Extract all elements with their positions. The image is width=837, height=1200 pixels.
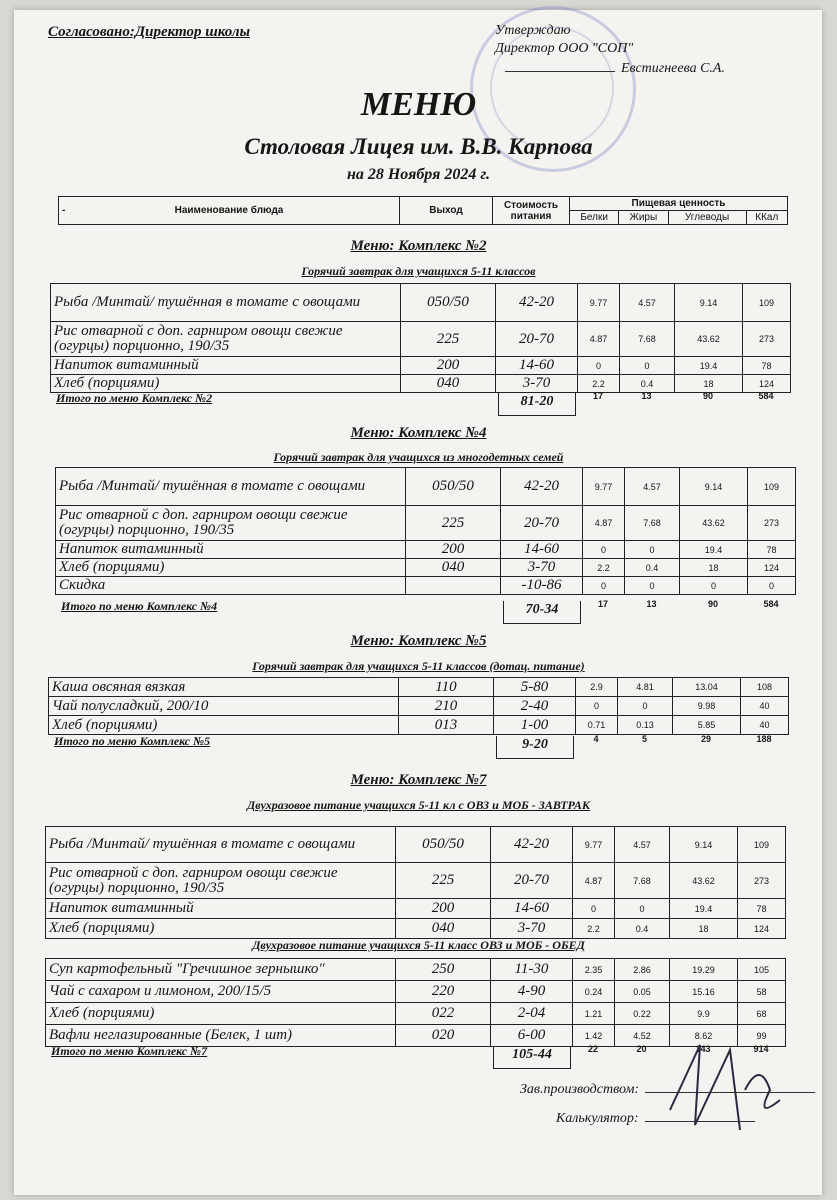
dish-name: Скидка — [56, 577, 406, 595]
dish-fat: 7.68 — [615, 863, 670, 899]
dish-fat: 4.57 — [615, 827, 670, 863]
dish-fat: 7.68 — [620, 322, 675, 357]
dish-output: 050/50 — [396, 827, 491, 863]
dish-output: 220 — [396, 981, 491, 1003]
dish-carbs: 19.29 — [670, 959, 738, 981]
dish-fat: 4.57 — [620, 284, 675, 322]
total-fat: 5 — [641, 734, 647, 744]
dish-name: Рыба /Минтай/ тушённая в томате с овощами — [51, 284, 401, 322]
dish-cost: 20-70 — [491, 863, 573, 899]
dish-output — [406, 577, 501, 595]
dish-name: Рис отварной с доп. гарниром овощи свежие (огурцы) порционно, 190/35 — [56, 506, 406, 541]
dish-carbs: 9.14 — [670, 827, 738, 863]
complex-subtitle: Горячий завтрак для учащихся 5-11 классов (дотац. питание) — [252, 659, 585, 673]
dish-kcal: 124 — [748, 559, 796, 577]
complex-title: Меню: Комплекс №2 — [350, 238, 487, 254]
total-protein: 22 — [587, 1044, 598, 1054]
complex-title: Меню: Комплекс №7 — [350, 772, 487, 788]
dish-cost: 2-40 — [494, 697, 576, 716]
dish-cost: 42-20 — [496, 284, 578, 322]
dish-name: Хлеб (порциями) — [56, 559, 406, 577]
dish-kcal: 108 — [741, 678, 789, 697]
dish-row — [51, 322, 791, 357]
dish-cost: 5-80 — [494, 678, 576, 697]
dish-protein: 0.24 — [573, 981, 615, 1003]
dish-cost: 14-60 — [496, 357, 578, 375]
dish-protein: 0 — [583, 541, 625, 559]
dish-output: 050/50 — [401, 284, 496, 322]
dish-carbs: 15.16 — [670, 981, 738, 1003]
dish-output: 200 — [406, 541, 501, 559]
dish-fat: 0 — [615, 899, 670, 919]
dish-kcal: 99 — [738, 1025, 786, 1047]
dish-kcal: 124 — [738, 919, 786, 939]
dish-kcal: 58 — [738, 981, 786, 1003]
col-cost-header: Стоимость питания — [493, 197, 570, 225]
dish-fat: 0 — [618, 697, 673, 716]
dish-row — [56, 577, 796, 595]
complex-title: Меню: Комплекс №4 — [350, 425, 487, 441]
dish-cost: 20-70 — [501, 506, 583, 541]
dish-cost: 14-60 — [491, 899, 573, 919]
dish-fat: 0.05 — [615, 981, 670, 1003]
dish-fat: 7.68 — [625, 506, 680, 541]
dish-carbs: 43.62 — [675, 322, 743, 357]
dish-row — [46, 959, 786, 981]
col-output-header: Выход — [400, 197, 493, 225]
dish-protein: 9.77 — [578, 284, 620, 322]
dish-protein: 0 — [573, 899, 615, 919]
column-header-table — [58, 196, 788, 225]
dish-row — [56, 506, 796, 541]
dish-name: Хлеб (порциями) — [46, 1003, 396, 1025]
approval-block — [495, 22, 725, 78]
dish-carbs: 18 — [670, 919, 738, 939]
dish-output: 050/50 — [406, 468, 501, 506]
dish-fat: 0 — [625, 577, 680, 595]
dish-kcal: 273 — [748, 506, 796, 541]
dish-cost: 4-90 — [491, 981, 573, 1003]
complex-subtitle-lunch: Двухразовое питание учащихся 5-11 класс ОВЗ и МОБ - ОБЕД — [252, 938, 585, 952]
director-name: Евстигнеева С.А. — [621, 61, 725, 76]
dish-name: Хлеб (порциями) — [51, 375, 401, 393]
dish-carbs: 19.4 — [670, 899, 738, 919]
dish-name: Напиток витаминный — [56, 541, 406, 559]
dish-output: 040 — [406, 559, 501, 577]
dish-name: Хлеб (порциями) — [46, 919, 396, 939]
dish-protein: 2.9 — [576, 678, 618, 697]
dish-name: Чай с сахаром и лимоном, 200/15/5 — [46, 981, 396, 1003]
dish-fat: 0.13 — [618, 716, 673, 735]
dish-kcal: 68 — [738, 1003, 786, 1025]
dish-carbs: 19.4 — [675, 357, 743, 375]
dish-protein: 1.42 — [573, 1025, 615, 1047]
dish-name: Рыба /Минтай/ тушённая в томате с овощами — [56, 468, 406, 506]
total-cost: 81-20 — [498, 393, 576, 416]
agreed-label: Согласовано:Директор школы — [48, 24, 250, 40]
dish-cost: 3-70 — [496, 375, 578, 393]
dish-protein: 2.2 — [583, 559, 625, 577]
total-protein: 17 — [597, 599, 608, 609]
dish-row — [51, 375, 791, 393]
dish-cost: 3-70 — [491, 919, 573, 939]
col-kcal-header: ККал — [746, 211, 787, 225]
total-kcal: 914 — [753, 1044, 769, 1054]
dish-protein: 4.87 — [573, 863, 615, 899]
total-fat: 13 — [641, 391, 652, 401]
dish-protein: 0 — [576, 697, 618, 716]
dish-row — [46, 1003, 786, 1025]
dish-kcal: 124 — [743, 375, 791, 393]
dish-fat: 0 — [620, 357, 675, 375]
dish-output: 250 — [396, 959, 491, 981]
dish-name: Чай полусладкий, 200/10 — [49, 697, 399, 716]
total-protein: 4 — [593, 734, 599, 744]
dish-carbs: 9.14 — [675, 284, 743, 322]
calculator-label: Калькулятор: — [556, 1111, 639, 1126]
dish-name: Каша овсяная вязкая — [49, 678, 399, 697]
dish-protein: 4.87 — [583, 506, 625, 541]
dish-carbs: 13.04 — [673, 678, 741, 697]
dish-output: 110 — [399, 678, 494, 697]
dish-protein: 0 — [583, 577, 625, 595]
dish-protein: 0.71 — [576, 716, 618, 735]
dish-fat: 0 — [625, 541, 680, 559]
col-nutrition-header: Пищевая ценность — [570, 197, 788, 211]
dish-fat: 0.22 — [615, 1003, 670, 1025]
dish-carbs: 18 — [680, 559, 748, 577]
total-label: Итого по меню Комплекс №5 — [54, 734, 211, 748]
dish-cost: 3-70 — [501, 559, 583, 577]
col-protein-header: Белки — [570, 211, 619, 225]
dish-name: Вафли неглазированные (Белек, 1 шт) — [46, 1025, 396, 1047]
dish-kcal: 109 — [748, 468, 796, 506]
dish-name: Рыба /Минтай/ тушённая в томате с овощами — [46, 827, 396, 863]
dish-row — [46, 981, 786, 1003]
dish-kcal: 109 — [743, 284, 791, 322]
production-label: Зав.производством: — [520, 1082, 640, 1097]
dish-output: 200 — [396, 899, 491, 919]
dish-row — [51, 357, 791, 375]
dish-name: Хлеб (порциями) — [49, 716, 399, 735]
col-name-label: Наименование блюда — [174, 205, 284, 216]
dish-carbs: 18 — [675, 375, 743, 393]
dish-output: 040 — [401, 375, 496, 393]
complex-subtitle: Двухразовое питание учащихся 5-11 кл с ОВЗ и МОБ - ЗАВТРАК — [247, 798, 590, 812]
dish-output: 225 — [401, 322, 496, 357]
dish-fat: 4.57 — [625, 468, 680, 506]
total-label: Итого по меню Комплекс №2 — [56, 391, 213, 405]
dish-name: Рис отварной с доп. гарниром овощи свежие (огурцы) порционно, 190/35 — [46, 863, 396, 899]
dish-kcal: 273 — [738, 863, 786, 899]
dish-name: Напиток витаминный — [46, 899, 396, 919]
dish-name: Суп картофельный "Гречишное зернышко" — [46, 959, 396, 981]
dish-output: 020 — [396, 1025, 491, 1047]
dish-row — [49, 716, 789, 735]
dish-kcal: 0 — [748, 577, 796, 595]
dish-row — [46, 827, 786, 863]
dish-protein: 1.21 — [573, 1003, 615, 1025]
dish-cost: 11-30 — [491, 959, 573, 981]
dish-table — [48, 677, 789, 735]
col-name-header — [59, 197, 400, 225]
signature-scribble — [660, 1030, 790, 1140]
dish-output: 225 — [396, 863, 491, 899]
total-cost: 105-44 — [493, 1046, 571, 1069]
total-carbs: 90 — [702, 391, 713, 401]
total-label: Итого по меню Комплекс №7 — [51, 1044, 208, 1058]
dish-table — [50, 283, 791, 393]
dish-fat: 0.4 — [625, 559, 680, 577]
dish-kcal: 273 — [743, 322, 791, 357]
dish-kcal: 78 — [738, 899, 786, 919]
dish-carbs: 43.62 — [670, 863, 738, 899]
total-protein: 17 — [592, 391, 603, 401]
dish-carbs: 43.62 — [680, 506, 748, 541]
dish-kcal: 40 — [741, 697, 789, 716]
dish-name: Напиток витаминный — [51, 357, 401, 375]
total-cost: 70-34 — [503, 601, 581, 624]
total-carbs: 90 — [707, 599, 718, 609]
dish-row — [56, 559, 796, 577]
dish-row — [56, 468, 796, 506]
dish-output: 210 — [399, 697, 494, 716]
dish-row — [56, 541, 796, 559]
dish-kcal: 78 — [748, 541, 796, 559]
dish-protein: 2.35 — [573, 959, 615, 981]
dish-cost: 2-04 — [491, 1003, 573, 1025]
menu-date: на 28 Ноября 2024 г. — [346, 166, 491, 183]
complex-title: Меню: Комплекс №5 — [350, 633, 487, 649]
total-fat: 20 — [636, 1044, 647, 1054]
dish-kcal: 105 — [738, 959, 786, 981]
dish-carbs: 9.98 — [673, 697, 741, 716]
dish-kcal: 40 — [741, 716, 789, 735]
dish-cost: -10-86 — [501, 577, 583, 595]
dish-carbs: 19.4 — [680, 541, 748, 559]
dish-cost: 42-20 — [491, 827, 573, 863]
director-label: Директор ООО "СОП" — [495, 41, 634, 56]
dish-row — [46, 863, 786, 899]
dish-fat: 2.86 — [615, 959, 670, 981]
dish-row — [49, 697, 789, 716]
dish-output: 040 — [396, 919, 491, 939]
dish-kcal: 78 — [743, 357, 791, 375]
total-carbs: 143 — [695, 1044, 711, 1054]
dish-cost: 1-00 — [494, 716, 576, 735]
dish-protein: 9.77 — [583, 468, 625, 506]
dish-output: 225 — [406, 506, 501, 541]
dish-row — [49, 678, 789, 697]
dish-cost: 14-60 — [501, 541, 583, 559]
dish-fat: 4.52 — [615, 1025, 670, 1047]
complex-subtitle: Горячий завтрак для учащихся 5-11 классов — [301, 264, 536, 278]
header-dash: - — [62, 205, 66, 216]
dish-fat: 0.4 — [620, 375, 675, 393]
dish-protein: 2.2 — [578, 375, 620, 393]
signature-line — [505, 71, 615, 72]
dish-cost: 20-70 — [496, 322, 578, 357]
dish-output: 013 — [399, 716, 494, 735]
dish-table — [55, 467, 796, 595]
dish-protein: 2.2 — [573, 919, 615, 939]
dish-name: Рис отварной с доп. гарниром овощи свежие (огурцы) порционно, 190/35 — [51, 322, 401, 357]
dish-row — [51, 284, 791, 322]
dish-cost: 42-20 — [501, 468, 583, 506]
dish-carbs: 9.14 — [680, 468, 748, 506]
page-title: МЕНЮ — [360, 86, 477, 123]
col-fat-header: Жиры — [619, 211, 668, 225]
dish-row — [46, 899, 786, 919]
dish-row — [46, 919, 786, 939]
col-carbs-header: Углеводы — [668, 211, 746, 225]
approve-label: Утверждаю — [495, 23, 571, 38]
dish-carbs: 5.85 — [673, 716, 741, 735]
complex-subtitle: Горячий завтрак для учащихся из многодетных семей — [273, 450, 564, 464]
dish-fat: 0.4 — [615, 919, 670, 939]
dish-carbs: 8.62 — [670, 1025, 738, 1047]
total-kcal: 188 — [756, 734, 772, 744]
dish-output: 200 — [401, 357, 496, 375]
total-kcal: 584 — [763, 599, 779, 609]
dish-carbs: 0 — [680, 577, 748, 595]
dish-fat: 4.81 — [618, 678, 673, 697]
dish-protein: 4.87 — [578, 322, 620, 357]
total-label: Итого по меню Комплекс №4 — [61, 599, 218, 613]
total-fat: 13 — [646, 599, 657, 609]
total-kcal: 584 — [758, 391, 774, 401]
dish-carbs: 9.9 — [670, 1003, 738, 1025]
total-cost: 9-20 — [496, 736, 574, 759]
dish-cost: 6-00 — [491, 1025, 573, 1047]
dish-output: 022 — [396, 1003, 491, 1025]
dish-protein: 9.77 — [573, 827, 615, 863]
dish-table — [45, 826, 786, 939]
page-subtitle: Столовая Лицея им. В.В. Карпова — [244, 134, 593, 159]
total-carbs: 29 — [700, 734, 711, 744]
dish-kcal: 109 — [738, 827, 786, 863]
dish-protein: 0 — [578, 357, 620, 375]
